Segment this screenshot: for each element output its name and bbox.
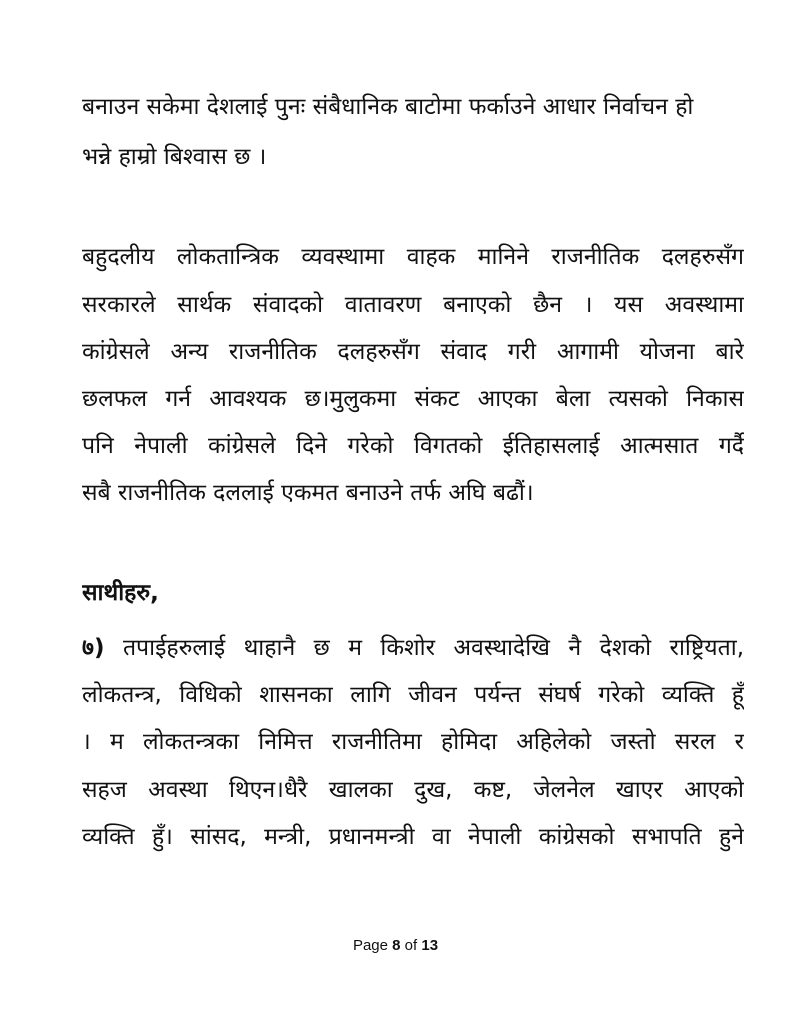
paragraph-3-line-1: [82, 632, 744, 664]
footer-total-pages: 13: [421, 937, 439, 954]
footer-page-word: Page: [352, 937, 388, 954]
footer-of-word: of: [404, 937, 418, 954]
paragraph-3-line-4: सहज अवस्था थिएन।धैरै खालका दुख, कष्ट, जेलनेल खाएर आएको: [82, 777, 744, 803]
section-heading: [82, 577, 744, 609]
heading-text: साथीहरु: [82, 580, 151, 606]
paragraph-3-line-5: व्यक्ति हुँ। सांसद, मन्त्री, प्रधानमन्त्री वा नेपाली कांग्रेसको सभापति हुने: [82, 824, 744, 850]
paragraph-3-line-3: । म लोकतन्त्रका निमित्त राजनीतिमा होमिदा अहिलेको जस्तो सरल र: [82, 729, 744, 755]
paragraph-1-line-2: भन्ने हाम्रो बिश्वास छ ।: [82, 144, 267, 170]
paragraph-2-line-6: सबै राजनीतिक दललाई एकमत बनाउने तर्फ अघि बढौं।: [82, 480, 534, 506]
footer-current-page: 8: [392, 937, 401, 954]
paragraph-2-line-4: छलफल गर्न आवश्यक छ।मुलुकमा संकट आएका बेला त्यसको निकास: [82, 386, 744, 412]
paragraph-2-line-1: बहुदलीय लोकतान्त्रिक व्यवस्थामा वाहक मानिने राजनीतिक दलहरुसँग: [82, 244, 744, 270]
paragraph-2-line-2: सरकारले सार्थक संवादको वातावरण बनाएको छैन । यस अवस्थामा: [82, 292, 744, 318]
paragraph-3-line-2: लोकतन्त्र, विधिको शासनका लागि जीवन पर्यन्त संघर्ष गरेको व्यक्ति हूँ: [82, 682, 744, 708]
paragraph-number: ७): [82, 635, 105, 661]
paragraph-1-line-1: बनाउन सकेमा देशलाई पुनः संबैधानिक बाटोमा फर्काउने आधार निर्वाचन हो: [82, 94, 694, 120]
page-footer: [0, 936, 791, 956]
paragraph-3-line-1-text: तपाईहरुलाई थाहानै छ म किशोर अवस्थादेखि नै देशको राष्ट्रियता,: [122, 635, 744, 661]
heading-suffix: ,: [150, 580, 159, 606]
paragraph-2-line-5: पनि नेपाली कांग्रेसले दिने गरेको विगतको ईतिहासलाई आत्मसात गर्दै: [82, 433, 744, 459]
paragraph-2-line-3: कांग्रेसले अन्य राजनीतिक दलहरुसँग संवाद गरी आगामी योजना बारे: [82, 339, 744, 365]
